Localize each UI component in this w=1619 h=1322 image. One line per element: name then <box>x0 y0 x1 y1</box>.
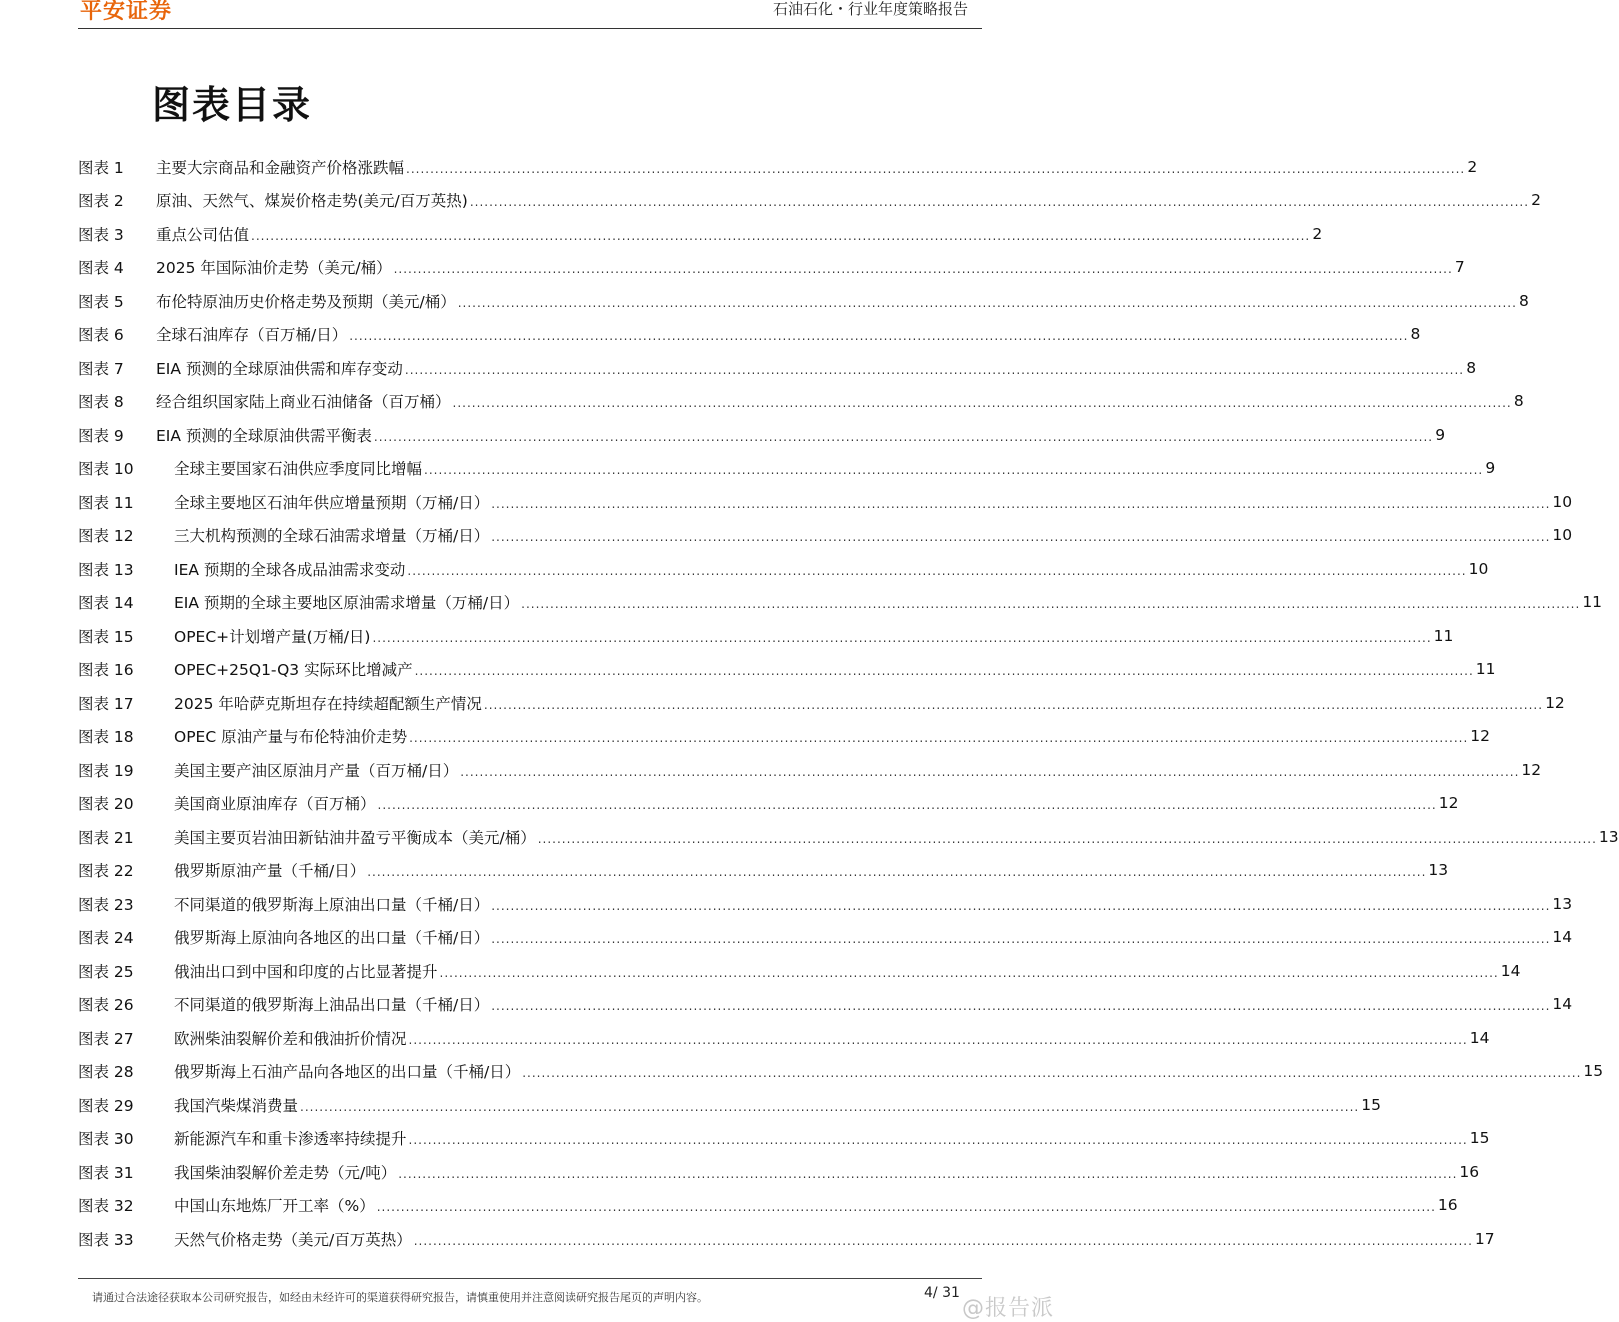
toc-entry-page: 2 <box>1312 224 1323 243</box>
toc-entry-page: 11 <box>1475 660 1496 679</box>
toc-entry-page: 8 <box>1410 325 1421 344</box>
toc-entry-page: 10 <box>1552 526 1573 545</box>
toc-entry-page: 13 <box>1598 827 1619 846</box>
toc-dot-leader: ............................................................................................................................................................................................................................ <box>483 697 1544 712</box>
toc-entry-page: 12 <box>1521 760 1542 779</box>
toc-entry-title: 原油、天然气、煤炭价格走势(美元/百万英热) <box>156 192 468 211</box>
toc-entry-title: 俄罗斯海上原油向各地区的出口量（千桶/日） <box>174 929 490 948</box>
toc-entry[interactable] <box>78 686 1565 720</box>
toc-entry-label: 图表 5 <box>78 292 124 311</box>
toc-entry-title: 美国主要产油区原油月产量（百万桶/日） <box>174 761 459 780</box>
toc-entry-label: 图表 16 <box>78 661 134 680</box>
toc-entry-title: 中国山东地炼厂开工率（%） <box>174 1197 375 1216</box>
toc-entry[interactable] <box>78 1189 1458 1223</box>
toc-entry[interactable] <box>78 619 1454 653</box>
toc-entry-page: 9 <box>1485 459 1496 478</box>
toc-entry-page: 17 <box>1474 1229 1495 1248</box>
toc-dot-leader: ............................................................................................................................................................................................................................ <box>439 965 1499 980</box>
toc-dot-leader: ............................................................................................................................................................................................................................ <box>491 530 1551 545</box>
toc-entry-title: EIA 预期的全球主要地区原油需求增量（万桶/日） <box>174 594 520 613</box>
toc-entry-title: 我国汽柴煤消费量 <box>174 1096 299 1115</box>
toc-entry-label: 图表 29 <box>78 1096 134 1115</box>
toc-entry-label: 图表 26 <box>78 996 134 1015</box>
toc-entry[interactable] <box>78 217 1323 251</box>
toc-entry-label: 图表 31 <box>78 1163 134 1182</box>
toc-entry-title: 全球主要地区石油年供应增量预期（万桶/日） <box>174 493 490 512</box>
toc-dot-leader: ............................................................................................................................................................................................................................ <box>491 999 1551 1014</box>
toc-dot-leader: ............................................................................................................................................................................................................................ <box>377 798 1437 813</box>
toc-entry[interactable] <box>78 385 1524 419</box>
toc-entry-page: 2 <box>1467 157 1478 176</box>
toc-entry-title: 俄罗斯原油产量（千桶/日） <box>174 862 366 881</box>
toc-entry-label: 图表 25 <box>78 962 134 981</box>
page-number: 4/ 31 <box>924 1285 960 1301</box>
toc-entry[interactable] <box>78 586 1603 620</box>
toc-entry[interactable] <box>78 921 1573 955</box>
toc-entry[interactable] <box>78 552 1489 586</box>
brand-logo: 平安证券 <box>80 0 173 24</box>
toc-entry[interactable] <box>78 418 1446 452</box>
toc-dot-leader: ............................................................................................................................................................................................................................ <box>393 262 1453 277</box>
toc-entry-title: 美国主要页岩油田新钻油井盈亏平衡成本（美元/桶） <box>174 828 536 847</box>
toc-dot-leader: ............................................................................................................................................................................................................................ <box>349 329 1409 344</box>
toc-entry-label: 图表 30 <box>78 1130 134 1149</box>
toc-entry-title: 布伦特原油历史价格走势及预期（美元/桶） <box>156 292 456 311</box>
toc-entry-label: 图表 20 <box>78 795 134 814</box>
toc-entry-page: 10 <box>1552 492 1573 511</box>
toc-entry-label: 图表 33 <box>78 1230 134 1249</box>
toc-dot-leader: ............................................................................................................................................................................................................................ <box>367 865 1427 880</box>
toc-entry-label: 图表 13 <box>78 560 134 579</box>
toc-entry[interactable] <box>78 284 1529 318</box>
toc-entry-page: 12 <box>1438 794 1459 813</box>
toc-dot-leader: ............................................................................................................................................................................................................................ <box>424 463 1484 478</box>
toc-entry[interactable] <box>78 753 1542 787</box>
toc-dot-leader: ............................................................................................................................................................................................................................ <box>300 1099 1360 1114</box>
toc-entry-title: 我国柴油裂解价差走势（元/吨） <box>174 1163 397 1182</box>
header-divider <box>78 28 982 29</box>
toc-entry-page: 12 <box>1470 727 1491 746</box>
toc-dot-leader: ............................................................................................................................................................................................................................ <box>491 898 1551 913</box>
toc-entry-page: 13 <box>1552 894 1573 913</box>
toc-entry[interactable] <box>78 1088 1381 1122</box>
toc-entry-title: 俄罗斯海上石油产品向各地区的出口量（千桶/日） <box>174 1063 521 1082</box>
toc-dot-leader: ............................................................................................................................................................................................................................ <box>537 831 1597 846</box>
toc-entry-page: 12 <box>1545 693 1565 712</box>
toc-entry[interactable] <box>78 351 1477 385</box>
toc-entry-title: EIA 预测的全球原油供需和库存变动 <box>156 359 403 378</box>
toc-entry-title: 美国商业原油库存（百万桶） <box>174 795 376 814</box>
toc-entry-label: 图表 4 <box>78 259 124 278</box>
toc-entry-label: 图表 6 <box>78 326 124 345</box>
toc-entry-page: 15 <box>1583 1062 1604 1081</box>
toc-entry-label: 图表 27 <box>78 1029 134 1048</box>
toc-entry-label: 图表 3 <box>78 225 124 244</box>
toc-entry-title: OPEC+25Q1-Q3 实际环比增减产 <box>174 661 413 680</box>
toc-entry-title: 不同渠道的俄罗斯海上原油出口量（千桶/日） <box>174 895 490 914</box>
toc-entry-page: 2 <box>1531 191 1542 210</box>
toc-dot-leader: ............................................................................................................................................................................................................................ <box>491 496 1551 511</box>
toc-entry[interactable] <box>78 251 1465 285</box>
toc-dot-leader: ............................................................................................................................................................................................................................ <box>491 932 1551 947</box>
toc-entry-page: 15 <box>1361 1095 1381 1114</box>
toc-dot-leader: ............................................................................................................................................................................................................................ <box>372 630 1432 645</box>
toc-entry-title: IEA 预期的全球各成品油需求变动 <box>174 560 406 579</box>
report-title: 石油石化・行业年度策略报告 <box>772 0 968 18</box>
toc-entry-title: 不同渠道的俄罗斯海上油品出口量（千桶/日） <box>174 996 490 1015</box>
toc-dot-leader: ............................................................................................................................................................................................................................ <box>406 161 1466 176</box>
toc-entry-page: 14 <box>1552 995 1573 1014</box>
toc-entry[interactable] <box>78 720 1491 754</box>
toc-entry-label: 图表 21 <box>78 828 134 847</box>
toc-entry-label: 图表 8 <box>78 393 124 412</box>
toc-entry-title: 全球主要国家石油供应季度同比增幅 <box>174 460 423 479</box>
toc-entry-label: 图表 24 <box>78 929 134 948</box>
toc-dot-leader: ............................................................................................................................................................................................................................ <box>398 1166 1458 1181</box>
toc-entry-page: 9 <box>1435 425 1446 444</box>
toc-dot-leader: ............................................................................................................................................................................................................................ <box>457 295 1517 310</box>
toc-entry[interactable] <box>78 954 1521 988</box>
toc-dot-leader: ............................................................................................................................................................................................................................ <box>522 1066 1582 1081</box>
toc-entry-label: 图表 32 <box>78 1197 134 1216</box>
toc-entry-title: 三大机构预测的全球石油需求增量（万桶/日） <box>174 527 490 546</box>
toc-entry[interactable] <box>78 1021 1490 1055</box>
toc-dot-leader: ............................................................................................................................................................................................................................ <box>373 429 1434 444</box>
toc-entry-page: 16 <box>1459 1162 1480 1181</box>
toc-entry-page: 16 <box>1437 1196 1458 1215</box>
toc-entry-page: 10 <box>1468 559 1489 578</box>
toc-entry-label: 图表 28 <box>78 1063 134 1082</box>
toc-entry-page: 13 <box>1428 861 1449 880</box>
toc-entry[interactable] <box>78 519 1573 553</box>
toc-entry[interactable] <box>78 184 1542 218</box>
toc-entry-title: EIA 预测的全球原油供需平衡表 <box>156 426 372 445</box>
toc-entry-page: 8 <box>1466 358 1477 377</box>
toc-dot-leader: ............................................................................................................................................................................................................................ <box>404 362 1465 377</box>
toc-dot-leader: ............................................................................................................................................................................................................................ <box>460 764 1520 779</box>
toc-entry-label: 图表 2 <box>78 192 124 211</box>
toc-entry-label: 图表 10 <box>78 460 134 479</box>
toc-entry-title: 天然气价格走势（美元/百万英热） <box>174 1230 412 1249</box>
toc-dot-leader: ............................................................................................................................................................................................................................ <box>409 731 1469 746</box>
toc-entry-page: 15 <box>1469 1129 1490 1148</box>
toc-entry-title: 主要大宗商品和金融资产价格涨跌幅 <box>156 158 405 177</box>
footer-divider <box>78 1278 982 1279</box>
toc-entry[interactable] <box>78 452 1496 486</box>
toc-entry[interactable] <box>78 485 1573 519</box>
toc-entry-page: 8 <box>1513 392 1524 411</box>
toc-dot-leader: ............................................................................................................................................................................................................................ <box>414 664 1474 679</box>
toc-dot-leader: ............................................................................................................................................................................................................................ <box>413 1233 1473 1248</box>
toc-entry-title: OPEC 原油产量与布伦特油价走势 <box>174 728 408 747</box>
toc-entry-page: 14 <box>1469 1028 1490 1047</box>
toc-entry[interactable] <box>78 1122 1490 1156</box>
toc-entry-label: 图表 1 <box>78 158 124 177</box>
toc-entry[interactable] <box>78 988 1573 1022</box>
toc-entry-label: 图表 14 <box>78 594 134 613</box>
toc-entry[interactable] <box>78 820 1619 854</box>
toc-entry-page: 7 <box>1454 258 1465 277</box>
toc-entry-title: OPEC+计划增产量(万桶/日) <box>174 627 371 646</box>
toc-entry-title: 2025 年国际油价走势（美元/桶） <box>156 259 392 278</box>
toc-entry-label: 图表 15 <box>78 627 134 646</box>
toc-entry[interactable] <box>78 787 1459 821</box>
toc-dot-leader: ............................................................................................................................................................................................................................ <box>408 1032 1468 1047</box>
toc-entry-title: 俄油出口到中国和印度的占比显著提升 <box>174 962 438 981</box>
toc-entry[interactable] <box>78 1155 1480 1189</box>
toc-entry-page: 11 <box>1433 626 1454 645</box>
toc-entry-label: 图表 19 <box>78 761 134 780</box>
toc-dot-leader: ............................................................................................................................................................................................................................ <box>521 597 1581 612</box>
toc-entry-label: 图表 12 <box>78 527 134 546</box>
toc-entry[interactable] <box>78 1055 1604 1089</box>
toc-entry-page: 14 <box>1500 961 1521 980</box>
toc-entry-page: 11 <box>1582 593 1603 612</box>
toc-entry-title: 重点公司估值 <box>156 225 250 244</box>
toc-entry-label: 图表 23 <box>78 895 134 914</box>
toc-dot-leader: ............................................................................................................................................................................................................................ <box>407 563 1467 578</box>
toc-entry-title: 全球石油库存（百万桶/日） <box>156 326 348 345</box>
toc-entry-title: 经合组织国家陆上商业石油储备（百万桶） <box>156 393 451 412</box>
toc-dot-leader: ............................................................................................................................................................................................................................ <box>452 396 1512 411</box>
toc-entry-label: 图表 17 <box>78 694 134 713</box>
toc-entry[interactable] <box>78 854 1449 888</box>
toc-entry-title: 欧洲柴油裂解价差和俄油折价情况 <box>174 1029 407 1048</box>
toc-entry-label: 图表 11 <box>78 493 134 512</box>
toc-dot-leader: ............................................................................................................................................................................................................................ <box>408 1133 1468 1148</box>
toc-dot-leader: ............................................................................................................................................................................................................................ <box>376 1200 1436 1215</box>
toc-dot-leader: ............................................................................................................................................................................................................................ <box>251 228 1311 243</box>
toc-list <box>78 150 1619 1256</box>
toc-entry-page: 8 <box>1519 291 1529 310</box>
footer-disclaimer: 请通过合法途径获取本公司研究报告，如经由未经许可的渠道获得研究报告，请慎重使用并注意阅读研究报告尾页的声明内容。 <box>92 1291 708 1304</box>
toc-entry[interactable] <box>78 887 1573 921</box>
toc-entry-title: 新能源汽车和重卡渗透率持续提升 <box>174 1130 407 1149</box>
toc-entry[interactable] <box>78 653 1496 687</box>
toc-entry[interactable] <box>78 150 1478 184</box>
toc-entry-label: 图表 22 <box>78 862 134 881</box>
toc-entry[interactable] <box>78 318 1421 352</box>
watermark: @报告派 <box>961 1296 1054 1321</box>
toc-entry-title: 2025 年哈萨克斯坦存在持续超配额生产情况 <box>174 694 482 713</box>
toc-entry-page: 14 <box>1552 928 1573 947</box>
toc-entry-label: 图表 9 <box>78 426 124 445</box>
toc-entry-label: 图表 18 <box>78 728 134 747</box>
page-title: 图表目录 <box>152 83 313 127</box>
toc-entry[interactable] <box>78 1222 1495 1256</box>
toc-dot-leader: ............................................................................................................................................................................................................................ <box>469 195 1530 210</box>
toc-entry-label: 图表 7 <box>78 359 124 378</box>
